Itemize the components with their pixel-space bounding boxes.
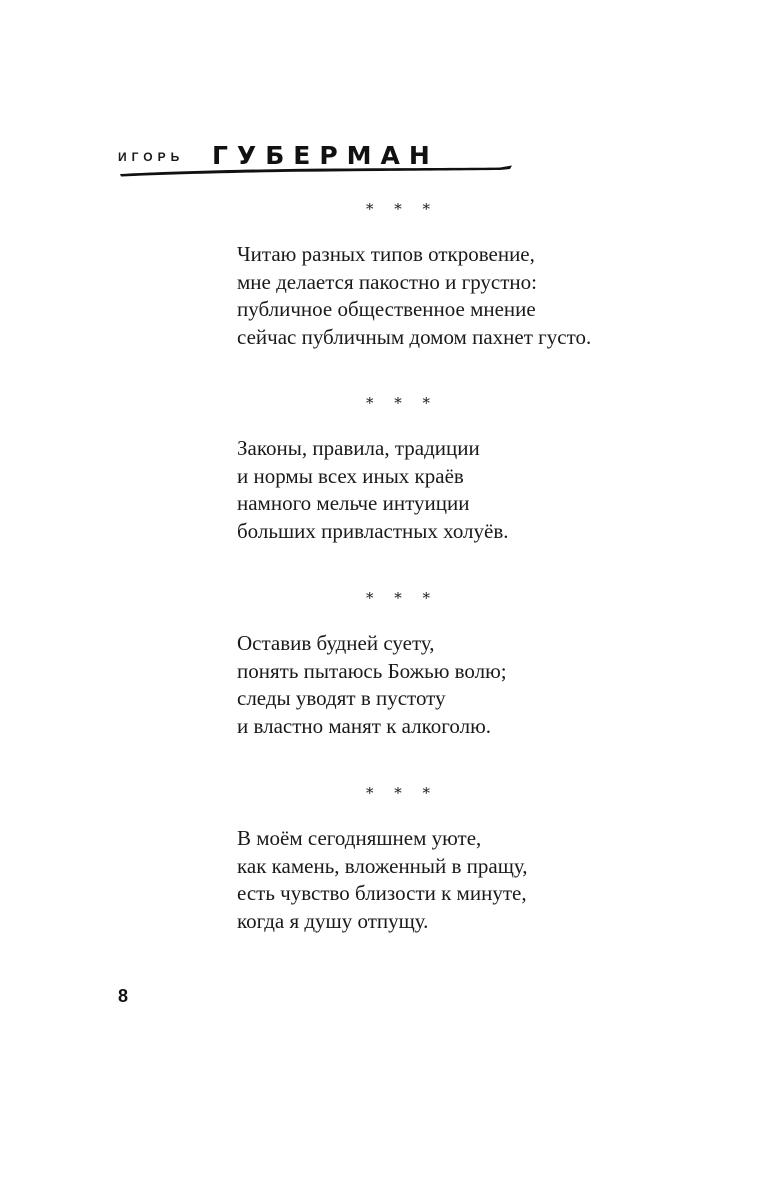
running-header [118,140,518,180]
poem-line: Законы, правила, традиции [237,436,480,460]
stanza-text [237,630,507,742]
poem-line: как камень, вложенный в пращу, [237,853,528,878]
stanza-separator: * * * [366,394,439,412]
author-last-name: ГУБЕРМАН [212,141,439,170]
stanza-separator: * * * [366,784,439,802]
poem-line: больших привластных холуёв. [237,518,509,543]
poem-line: намного мельче интуиции [237,491,470,515]
poem-line: есть чувство близости к минуте, [237,881,527,905]
poem-line: Оставив будней суету, [237,631,435,655]
author-first-name: ИГОРЬ [118,150,185,164]
poem-line: когда я душу отпущу. [237,908,429,933]
poem-line: следы уводят в пустоту [237,686,446,710]
stanza-separator: * * * [366,200,439,218]
poem-line: публичное общественное мнение [237,297,536,321]
poem-line: сейчас публичным домом пахнет густо. [237,324,592,349]
poem-line: и нормы всех иных краёв [237,463,464,488]
poem-line: и властно манят к алкоголю. [237,713,492,738]
poem-line: мне делается пакостно и грустно: [237,269,537,294]
stanza-text [237,241,591,353]
stanza-text [237,435,509,547]
brush-stroke-underline [118,162,518,178]
poem-line: понять пытаюсь Божью волю; [237,658,507,683]
poem-line: Читаю разных типов откровение, [237,242,535,266]
poem-line: В моём сегодняшнем уюте, [237,826,482,850]
page-number: 8 [118,986,129,1006]
stanza-text [237,825,528,937]
stanza-separator: * * * [366,589,439,607]
